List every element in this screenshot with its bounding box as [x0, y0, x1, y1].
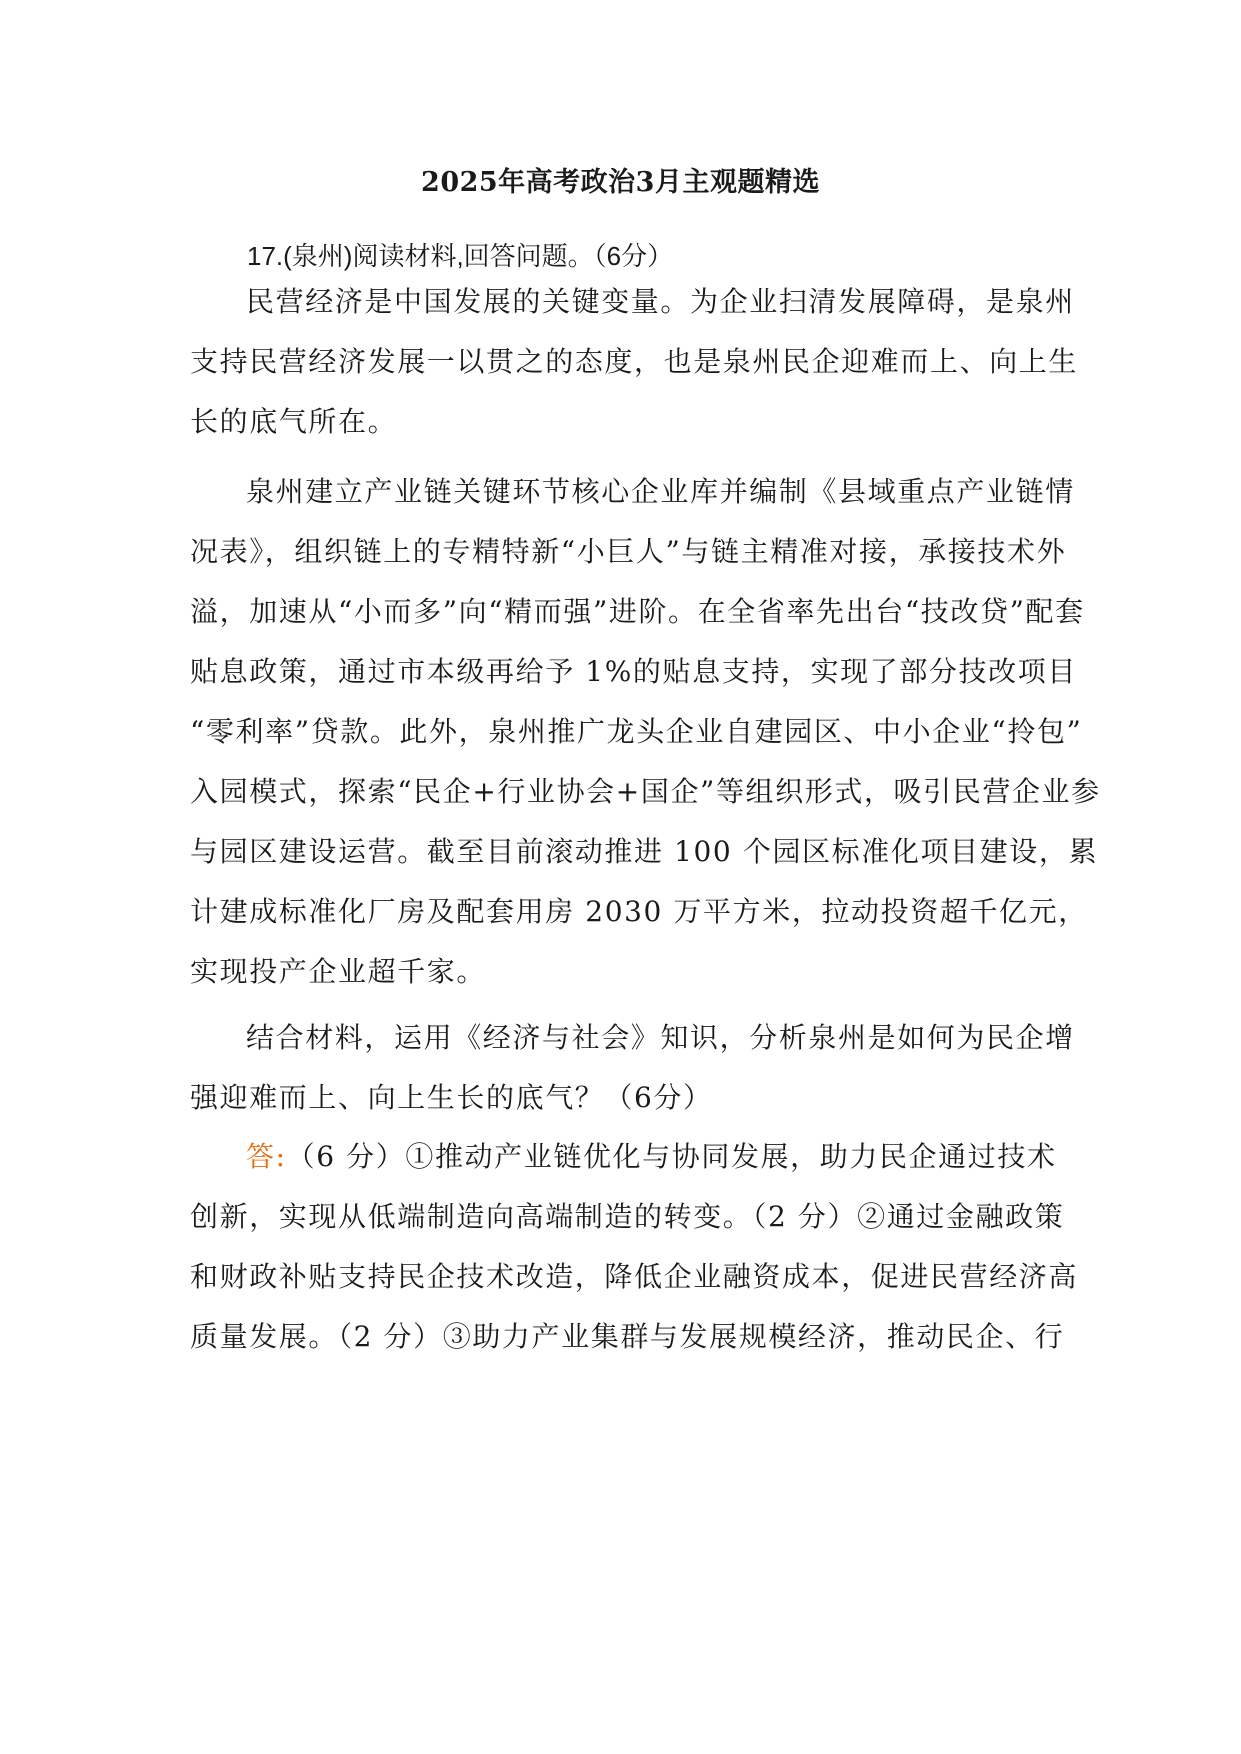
text-line: “零利率”贷款。此外，泉州推广龙头企业自建园区、中小企业“拎包”: [190, 715, 1083, 748]
page-title: 2025年高考政治3月主观题精选: [421, 167, 820, 198]
text-line: 与园区建设运营。截至目前滚动推进 100 个园区标准化项目建设，累: [190, 835, 1099, 868]
text-line: 况表》，组织链上的专精特新“小巨人”与链主精准对接，承接技术外: [190, 535, 1067, 568]
text-line: 泉州建立产业链关键环节核心企业库并编制《县域重点产业链情: [246, 475, 1075, 508]
text-line: 民营经济是中国发展的关键变量。为企业扫清发展障碍，是泉州: [246, 285, 1075, 318]
text-line: 计建成标准化厂房及配套用房 2030 万平方米，拉动投资超千亿元，: [190, 895, 1088, 928]
text-line: 支持民营经济发展一以贯之的态度，也是泉州民企迎难而上、向上生: [190, 345, 1079, 378]
answer-label: 答:: [246, 1140, 287, 1173]
text-line: 实现投产企业超千家。: [190, 955, 487, 988]
text-line: 强迎难而上、向上生长的底气？（6分）: [190, 1081, 713, 1114]
text-line: 创新，实现从低端制造向高端制造的转变。（2 分）②通过金融政策: [190, 1200, 1065, 1233]
answer-first-line: [190, 1127, 1070, 1187]
text-line: 结合材料，运用《经济与社会》知识，分析泉州是如何为民企增: [246, 1021, 1075, 1054]
question-header: 17.(泉州)阅读材料,回答问题。（6分）: [247, 241, 674, 271]
text-line: 贴息政策，通过市本级再给予 1%的贴息支持，实现了部分技改项目: [190, 655, 1077, 688]
answer-text: （6 分）①推动产业链优化与协同发展，助力民企通过技术: [286, 1140, 1057, 1173]
text-line: 长的底气所在。: [190, 405, 398, 438]
text-line: 质量发展。（2 分）③助力产业集群与发展规模经济，推动民企、行: [190, 1320, 1065, 1353]
material-paragraph-1: [190, 272, 1079, 452]
material-paragraph-2: [190, 462, 1101, 1002]
text-line: 入园模式，探索“民企+行业协会+国企”等组织形式，吸引民营企业参: [190, 775, 1101, 808]
question-prompt: [190, 1008, 1075, 1128]
text-line: 和财政补贴支持民企技术改造，降低企业融资成本，促进民营经济高: [190, 1260, 1079, 1293]
answer-section: [190, 1127, 1079, 1367]
text-line: 溢，加速从“小而多”向“精而强”进阶。在全省率先出台“技改贷”配套: [190, 595, 1085, 628]
